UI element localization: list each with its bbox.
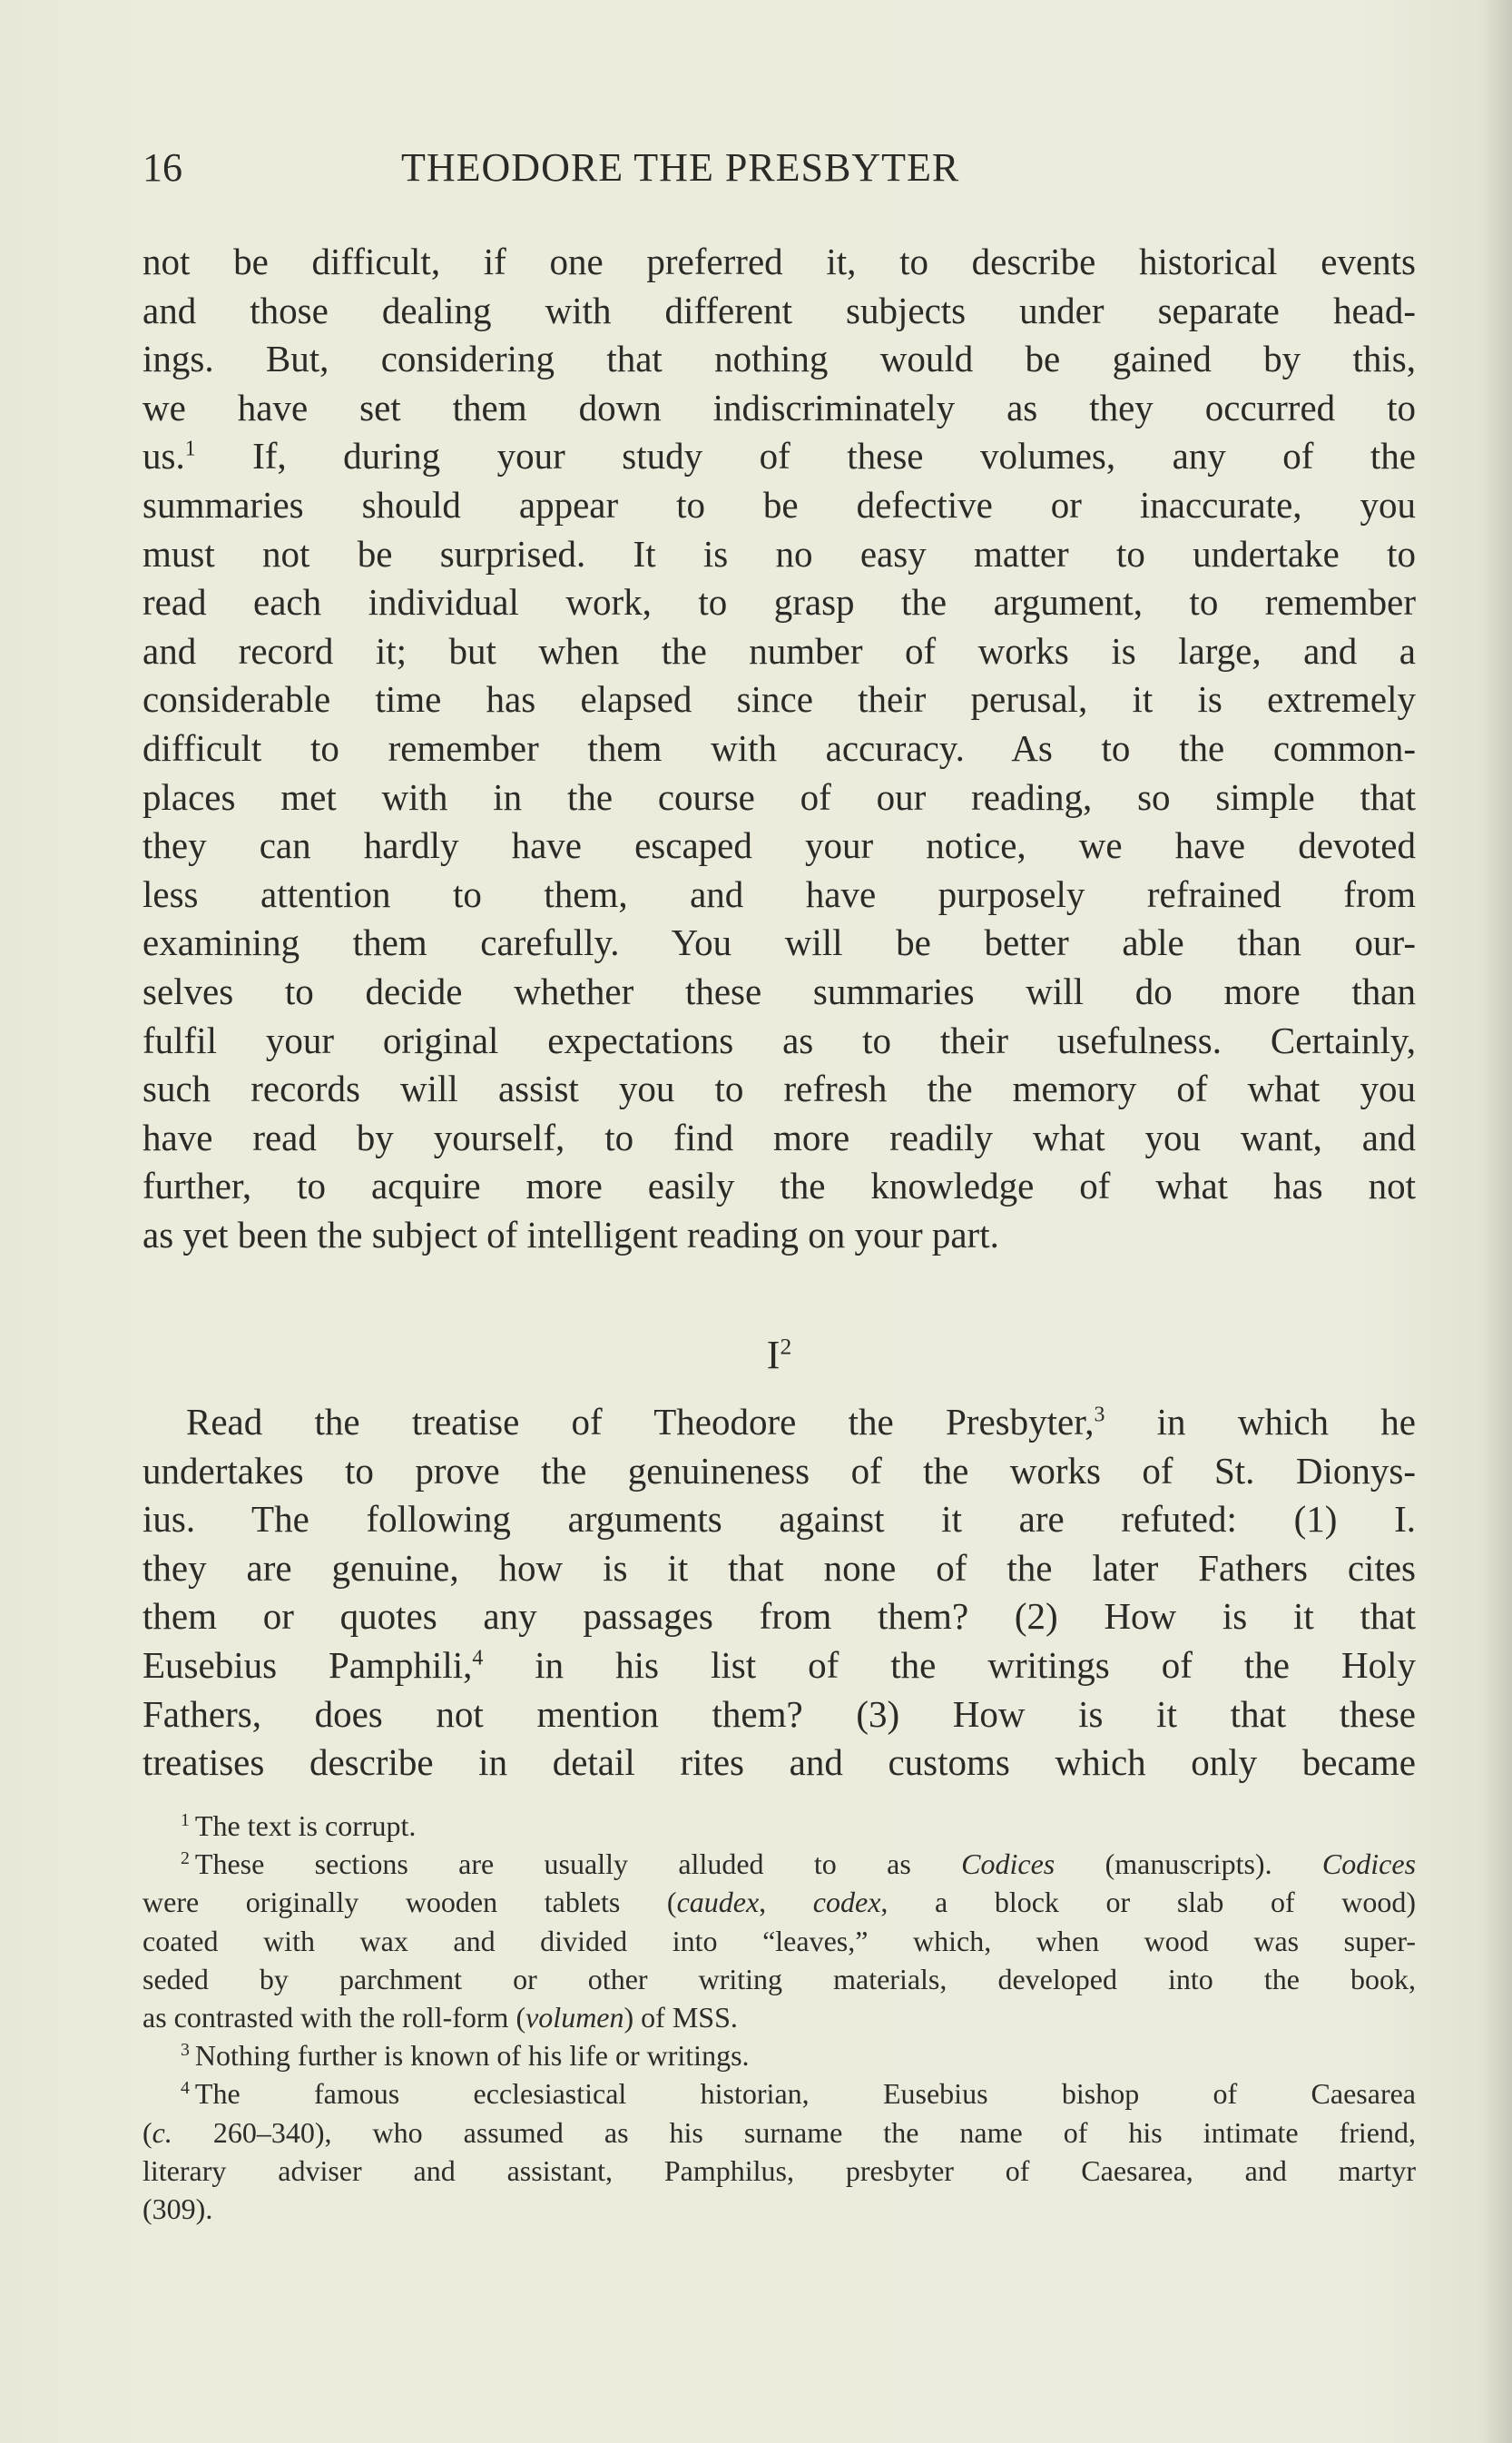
footnote-text: 260–340), who assumed as his surname the name of his intimate friend, — [172, 2115, 1416, 2149]
text-line: undertakes to prove the genuineness of the works of St. Dionys- — [142, 1449, 1416, 1492]
text-line: them or quotes any passages from them? (2) How is it that — [142, 1595, 1416, 1638]
text-line — [142, 432, 1416, 481]
text-line: fulfil your original expectations as to their usefulness. Certainly, — [142, 1019, 1416, 1061]
footnote-italic: codex — [812, 1886, 881, 1919]
text-fragment: Eusebius Pamphili, — [142, 1643, 473, 1686]
text-line: less attention to them, and have purposely refrained from — [142, 872, 1416, 915]
footnote-2 — [142, 1845, 1416, 1883]
footnote-3 — [142, 2036, 1416, 2074]
footnote-text: The text is corrupt. — [194, 1809, 417, 1842]
text-line: difficult to remember them with accuracy. As to the common- — [142, 726, 1416, 769]
footnote-text: ) of MSS. — [623, 2000, 738, 2034]
footnote-text: , — [759, 1886, 813, 1919]
running-title: THEODORE THE PRESBYTER — [401, 145, 960, 190]
text-line: selves to decide whether these summaries will do more than — [142, 970, 1416, 1012]
text-line: Fathers, does not mention them? (3) How is it that these — [142, 1692, 1416, 1735]
footnote-italic: Codices — [1321, 1847, 1417, 1881]
text-line: we have set them down indiscriminately as they occurred to — [142, 386, 1416, 429]
text-line: ings. But, considering that nothing would be gained by this, — [142, 338, 1416, 380]
footnote-4-line — [142, 2113, 1416, 2152]
footnote-ref[interactable]: 3 — [1094, 1403, 1105, 1427]
footnote-italic: c. — [152, 2115, 172, 2149]
footnote-ref[interactable]: 4 — [472, 1646, 484, 1670]
text-line: as yet been the subject of intelligent reading on your part. — [142, 1213, 999, 1256]
page-number: 16 — [142, 145, 182, 190]
footnote-italic: caudex — [676, 1886, 760, 1919]
footnote-text: (manuscripts). — [1105, 1847, 1272, 1881]
footnote-text: These sections are usually alluded to as — [194, 1847, 911, 1881]
text-line: treatises describe in detail rites and customs which only became — [142, 1741, 1416, 1784]
text-line: and those dealing with different subjects under separate head- — [142, 289, 1416, 331]
footnote-text: The famous ecclesiastical historian, Eusebius bishop of Caesarea — [194, 2077, 1416, 2111]
footnote-4 — [142, 2074, 1416, 2113]
paragraph-section-1 — [142, 1398, 1416, 1788]
text-line: ius. The following arguments against it are refuted: (1) I. — [142, 1498, 1416, 1541]
text-line: must not be surprised. It is no easy matter to undertake to — [142, 532, 1416, 575]
footnote-text: as contrasted with the roll-form ( — [142, 2000, 526, 2034]
text-line: have read by yourself, to find more readily what you want, and — [142, 1116, 1416, 1158]
footnote-2-line: seded by parchment or other writing materials, developed into the book, — [142, 1962, 1416, 1995]
text-line — [142, 1398, 1416, 1447]
footnote-text: , a block or slab of wood) — [880, 1886, 1417, 1919]
footnote-text: ( — [142, 2115, 152, 2149]
text-line: and record it; but when the number of works is large, and a — [142, 629, 1416, 672]
footnote-number: 3 — [181, 2040, 190, 2061]
footnote-2-line — [142, 1883, 1416, 1921]
footnotes — [142, 1807, 1416, 2228]
text-fragment: If, during your study of these volumes, any of the — [252, 435, 1417, 478]
text-fragment: Read the treatise of Theodore the Presbyter, — [186, 1401, 1095, 1443]
footnote-number: 4 — [181, 2078, 190, 2099]
text-line: they are genuine, how is it that none of the later Fathers cites — [142, 1546, 1416, 1589]
footnote-4-line: (309). — [142, 2192, 213, 2225]
text-line: read each individual work, to grasp the argument, to remember — [142, 581, 1416, 624]
running-head — [142, 145, 1416, 191]
text-line: considerable time has elapsed since their perusal, it is extremely — [142, 678, 1416, 721]
footnote-number: 2 — [181, 1848, 190, 1869]
footnote-text: Nothing further is known of his life or writings. — [194, 2039, 750, 2073]
footnote-italic: Codices — [961, 1847, 1055, 1881]
footnote-2-line: coated with wax and divided into “leaves,” which, when wood was super- — [142, 1924, 1416, 1957]
footnote-ref[interactable]: 1 — [184, 438, 196, 462]
text-line: places met with in the course of our reading, so simple that — [142, 775, 1416, 818]
footnote-ref[interactable]: 2 — [780, 1333, 792, 1360]
text-line: not be difficult, if one preferred it, to describe historical events — [142, 241, 1416, 282]
text-fragment: in which he — [1156, 1401, 1417, 1443]
text-line: summaries should appear to be defective or inaccurate, you — [142, 483, 1416, 526]
footnote-1 — [142, 1807, 1416, 1845]
footnote-italic: volumen — [525, 2000, 624, 2034]
section-number: I — [766, 1333, 781, 1377]
footnote-2-line — [142, 1998, 1416, 2036]
footnote-4-line: literary adviser and assistant, Pamphilus, presbyter of Caesarea, and martyr — [142, 2153, 1416, 2187]
text-line: examining them carefully. You will be better able than our- — [142, 921, 1416, 964]
text-fragment: us. — [142, 435, 185, 478]
text-line: they can hardly have escaped your notice, we have devoted — [142, 824, 1416, 867]
text-fragment: in his list of the writings of the Holy — [535, 1643, 1416, 1686]
section-heading — [142, 1333, 1416, 1378]
text-line — [142, 1641, 1416, 1690]
footnote-number: 1 — [181, 1810, 190, 1831]
text-line: further, to acquire more easily the knowledge of what has not — [142, 1165, 1416, 1207]
paragraph-continued — [142, 238, 1416, 1259]
footnote-text: were originally wooden tablets ( — [142, 1886, 677, 1919]
text-line: such records will assist you to refresh the memory of what you — [142, 1068, 1416, 1110]
